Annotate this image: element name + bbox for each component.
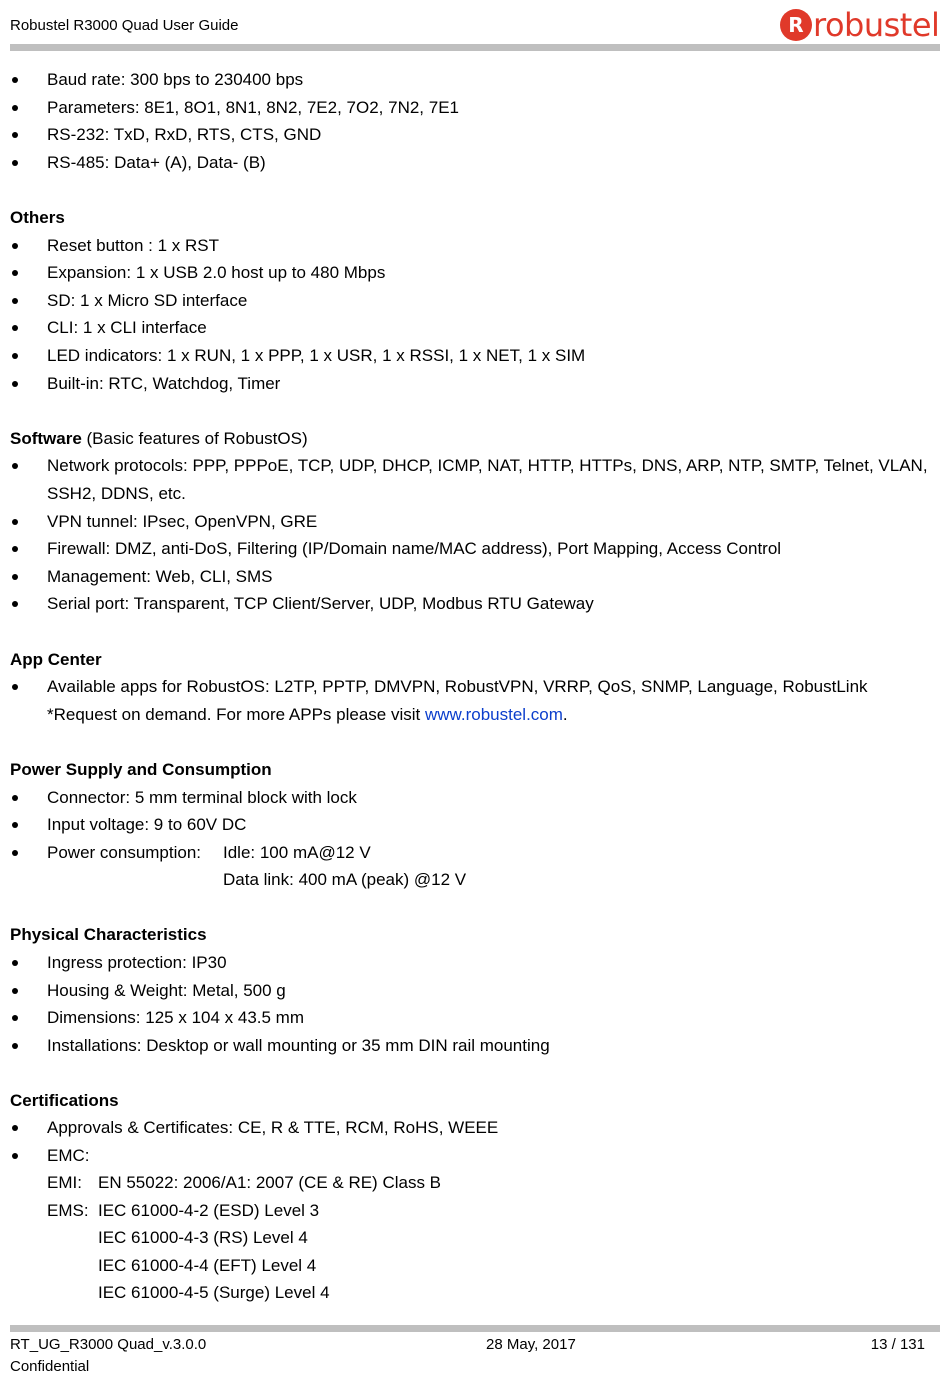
bullet-icon bbox=[12, 1125, 18, 1131]
bullet-icon bbox=[12, 77, 18, 83]
ems-value: IEC 61000-4-4 (EFT) Level 4 bbox=[98, 1256, 317, 1275]
footer-page-number: 13 / 131 bbox=[870, 1336, 925, 1353]
ems-label: EMS: bbox=[47, 1201, 89, 1220]
bullet-icon bbox=[12, 850, 18, 856]
list-item: Ingress protection: IP30 bbox=[47, 953, 227, 972]
list-item-continuation: SSH2, DDNS, etc. bbox=[47, 484, 186, 503]
emi-value: EN 55022: 2006/A1: 2007 (CE & RE) Class B bbox=[98, 1173, 442, 1192]
list-item: Network protocols: PPP, PPPoE, TCP, UDP, DHCP, ICMP, NAT, HTTP, HTTPs, DNS, ARP, NTP, SMTP, Telnet, VLAN, bbox=[47, 456, 928, 475]
list-item: Input voltage: 9 to 60V DC bbox=[47, 815, 247, 834]
list-item: Built-in: RTC, Watchdog, Timer bbox=[47, 374, 281, 393]
bullet-icon bbox=[12, 270, 18, 276]
ems-value: IEC 61000-4-2 (ESD) Level 3 bbox=[98, 1201, 320, 1220]
section-heading-others: Others bbox=[10, 208, 65, 227]
list-item: CLI: 1 x CLI interface bbox=[47, 318, 207, 337]
bullet-icon bbox=[12, 1153, 18, 1159]
ems-value: IEC 61000-4-5 (Surge) Level 4 bbox=[98, 1283, 330, 1302]
request-text-end: . bbox=[562, 705, 568, 724]
bullet-icon bbox=[12, 298, 18, 304]
document-title: Robustel R3000 Quad User Guide bbox=[10, 17, 239, 34]
footer-divider bbox=[10, 1325, 940, 1332]
section-heading-software bbox=[10, 428, 308, 450]
header-divider bbox=[10, 44, 940, 51]
robustel-logo bbox=[780, 8, 939, 42]
list-item-continuation bbox=[47, 704, 568, 726]
bullet-icon bbox=[12, 132, 18, 138]
bullet-icon bbox=[12, 325, 18, 331]
bullet-icon bbox=[12, 988, 18, 994]
robustel-website-link[interactable]: www.robustel.com bbox=[424, 705, 563, 724]
bullet-icon bbox=[12, 353, 18, 359]
software-heading-note: (Basic features of RobustOS) bbox=[81, 429, 308, 448]
power-data-link: Data link: 400 mA (peak) @12 V bbox=[223, 870, 467, 889]
list-item: Connector: 5 mm terminal block with lock bbox=[47, 788, 357, 807]
list-item: SD: 1 x Micro SD interface bbox=[47, 291, 248, 310]
power-idle: Idle: 100 mA@12 V bbox=[223, 843, 371, 862]
ems-row bbox=[47, 1200, 319, 1222]
bullet-icon bbox=[12, 574, 18, 580]
request-text: *Request on demand. For more APPs please visit bbox=[47, 705, 425, 724]
list-item: VPN tunnel: IPsec, OpenVPN, GRE bbox=[47, 512, 318, 531]
robustel-logo-icon: R bbox=[780, 9, 812, 41]
list-item: Approvals & Certificates: CE, R & TTE, RCM, RoHS, WEEE bbox=[47, 1118, 499, 1137]
emi-row bbox=[47, 1172, 441, 1194]
list-item: RS-485: Data+ (A), Data- (B) bbox=[47, 153, 266, 172]
bullet-icon bbox=[12, 546, 18, 552]
section-heading-physical: Physical Characteristics bbox=[10, 925, 207, 944]
bullet-icon bbox=[12, 105, 18, 111]
bullet-icon bbox=[12, 1043, 18, 1049]
logo-wordmark: robustel bbox=[813, 6, 940, 44]
section-heading-power: Power Supply and Consumption bbox=[10, 760, 272, 779]
list-item: LED indicators: 1 x RUN, 1 x PPP, 1 x USR, 1 x RSSI, 1 x NET, 1 x SIM bbox=[47, 346, 586, 365]
section-heading-app-center: App Center bbox=[10, 650, 102, 669]
bullet-icon bbox=[12, 601, 18, 607]
list-item: EMC: bbox=[47, 1146, 90, 1165]
bullet-icon bbox=[12, 381, 18, 387]
list-item: Dimensions: 125 x 104 x 43.5 mm bbox=[47, 1008, 305, 1027]
footer-confidential: Confidential bbox=[10, 1358, 90, 1375]
list-item: Baud rate: 300 bps to 230400 bps bbox=[47, 70, 304, 89]
section-heading-certifications: Certifications bbox=[10, 1091, 119, 1110]
bullet-icon bbox=[12, 519, 18, 525]
list-item: Housing & Weight: Metal, 500 g bbox=[47, 981, 286, 1000]
bullet-icon bbox=[12, 960, 18, 966]
list-item: Expansion: 1 x USB 2.0 host up to 480 Mbps bbox=[47, 263, 386, 282]
list-item: Installations: Desktop or wall mounting or 35 mm DIN rail mounting bbox=[47, 1036, 550, 1055]
bullet-icon bbox=[12, 795, 18, 801]
list-item: Available apps for RobustOS: L2TP, PPTP, DMVPN, RobustVPN, VRRP, QoS, SNMP, Language, RobustLink bbox=[47, 677, 868, 696]
ems-value: IEC 61000-4-3 (RS) Level 4 bbox=[98, 1228, 308, 1247]
emi-label: EMI: bbox=[47, 1173, 82, 1192]
bullet-icon bbox=[12, 243, 18, 249]
list-item: Reset button : 1 x RST bbox=[47, 236, 219, 255]
bullet-icon bbox=[12, 160, 18, 166]
bullet-icon bbox=[12, 684, 18, 690]
list-item: Management: Web, CLI, SMS bbox=[47, 567, 273, 586]
list-item: Parameters: 8E1, 8O1, 8N1, 8N2, 7E2, 7O2, 7N2, 7E1 bbox=[47, 98, 460, 117]
software-heading-text: Software bbox=[10, 429, 82, 448]
power-consumption-label: Power consumption: bbox=[47, 843, 202, 862]
footer-date: 28 May, 2017 bbox=[486, 1336, 576, 1353]
list-item: Firewall: DMZ, anti-DoS, Filtering (IP/Domain name/MAC address), Port Mapping, Access Control bbox=[47, 539, 782, 558]
list-item: Serial port: Transparent, TCP Client/Server, UDP, Modbus RTU Gateway bbox=[47, 594, 594, 613]
list-item: RS-232: TxD, RxD, RTS, CTS, GND bbox=[47, 125, 322, 144]
bullet-icon bbox=[12, 1015, 18, 1021]
bullet-icon bbox=[12, 463, 18, 469]
bullet-icon bbox=[12, 822, 18, 828]
footer-doc-id: RT_UG_R3000 Quad_v.3.0.0 bbox=[10, 1336, 207, 1353]
list-item bbox=[47, 842, 371, 864]
